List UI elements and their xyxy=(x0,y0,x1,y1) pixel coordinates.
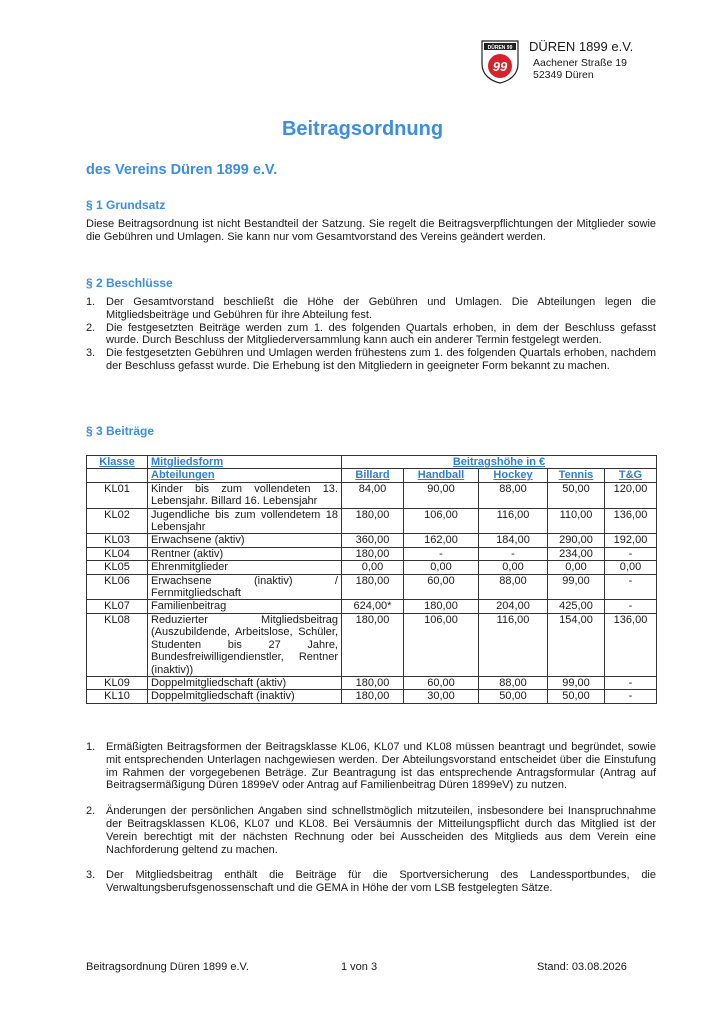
header-billard: Billard xyxy=(342,469,404,482)
cell-value: - xyxy=(479,547,548,560)
header-empty xyxy=(87,469,148,482)
cell-value: - xyxy=(605,547,657,560)
header-abteilungen: Abteilungen xyxy=(148,469,342,482)
section-3-heading: § 3 Beiträge xyxy=(86,424,155,438)
table-row xyxy=(87,676,657,689)
cell-klasse: KL02 xyxy=(87,508,148,534)
cell-value: 30,00 xyxy=(404,690,479,703)
cell-value: 180,00 xyxy=(342,613,404,676)
page-subtitle: des Vereins Düren 1899 e.V. xyxy=(86,162,278,178)
cell-value: 88,00 xyxy=(479,574,548,600)
cell-klasse: KL08 xyxy=(87,613,148,676)
table-row xyxy=(87,482,657,508)
club-city: 52349 Düren xyxy=(533,69,594,81)
cell-value: 180,00 xyxy=(342,574,404,600)
cell-value: 110,00 xyxy=(548,508,605,534)
cell-mitgliedsform: Jugendliche bis zum vollendetem 18 Lebensjahr xyxy=(148,508,342,534)
cell-value: - xyxy=(404,547,479,560)
cell-mitgliedsform: Rentner (aktiv) xyxy=(148,547,342,560)
section-3-notes xyxy=(86,741,656,895)
cell-value: 0,00 xyxy=(548,561,605,574)
page-title: Beitragsordnung xyxy=(281,118,444,140)
list-item: 3. Die festgesetzten Gebühren und Umlagen werden frühestens zum 1. des folgenden Quartals erhoben, nachdem der Beschluss gefasst wurde. Die Erhebung ist den Mitgliedern in geeigneter Form bekannt zu machen. xyxy=(86,347,656,372)
cell-value: - xyxy=(605,574,657,600)
cell-value: 180,00 xyxy=(342,676,404,689)
header-beitragshoehe: Beitragshöhe in € xyxy=(342,456,657,469)
cell-klasse: KL07 xyxy=(87,600,148,613)
header-handball: Handball xyxy=(404,469,479,482)
cell-value: 120,00 xyxy=(605,482,657,508)
cell-mitgliedsform: Doppelmitgliedschaft (aktiv) xyxy=(148,676,342,689)
cell-value: 88,00 xyxy=(479,482,548,508)
list-item: 1. Der Gesamtvorstand beschließt die Höhe der Gebühren und Umlagen. Die Abteilungen legen die Mitgliedsbeiträge und Gebühren für ihre Abteilung fest. xyxy=(86,296,656,321)
table-row xyxy=(87,600,657,613)
cell-value: 180,00 xyxy=(404,600,479,613)
cell-value: 624,00* xyxy=(342,600,404,613)
section-2-heading: § 2 Beschlüsse xyxy=(86,276,173,290)
cell-value: 106,00 xyxy=(404,613,479,676)
cell-mitgliedsform: Doppelmitgliedschaft (inaktiv) xyxy=(148,690,342,703)
cell-value: 116,00 xyxy=(479,613,548,676)
cell-klasse: KL05 xyxy=(87,561,148,574)
cell-mitgliedsform: Erwachsene (inaktiv) / Fernmitgliedschaft xyxy=(148,574,342,600)
cell-value: 234,00 xyxy=(548,547,605,560)
cell-value: 180,00 xyxy=(342,690,404,703)
list-item: 3. Der Mitgliedsbeitrag enthält die Beiträge für die Sportversicherung des Landessportbundes, die Verwaltungsberufsgenossenschaft und die GEMA in Höhe der vom LSB festgelegten Sätze. xyxy=(86,869,656,895)
cell-value: 0,00 xyxy=(342,561,404,574)
cell-value: 50,00 xyxy=(479,690,548,703)
cell-value: 0,00 xyxy=(479,561,548,574)
table-row xyxy=(87,613,657,676)
table-row xyxy=(87,547,657,560)
footer-document-name: Beitragsordnung Düren 1899 e.V. xyxy=(86,961,249,973)
cell-value: 60,00 xyxy=(404,574,479,600)
cell-value: 99,00 xyxy=(548,574,605,600)
cell-value: 180,00 xyxy=(342,508,404,534)
cell-klasse: KL10 xyxy=(87,690,148,703)
cell-value: - xyxy=(605,676,657,689)
cell-value: 50,00 xyxy=(548,690,605,703)
header-tg: T&G xyxy=(605,469,657,482)
list-item: 2. Die festgesetzten Beiträge werden zum 1. des folgenden Quartals erhoben, in dem der Beschluss gefasst wurde. Durch Beschluss der Mitgliederversammlung kann auch ein anderer Termin festgelegt werden. xyxy=(86,321,656,347)
cell-value: 290,00 xyxy=(548,534,605,547)
table-row xyxy=(87,508,657,534)
table-row xyxy=(87,534,657,547)
header-tennis: Tennis xyxy=(548,469,605,482)
cell-value: 0,00 xyxy=(605,561,657,574)
table-row xyxy=(87,690,657,703)
cell-value: 99,00 xyxy=(548,676,605,689)
section-2-list xyxy=(86,296,656,373)
cell-klasse: KL01 xyxy=(87,482,148,508)
cell-value: 136,00 xyxy=(605,508,657,534)
section-1-text: Diese Beitragsordnung ist nicht Bestandteil der Satzung. Sie regelt die Beitragsverpflichtungen der Mitglieder sowie die Gebühren und Umlagen. Sie kann nur vom Gesamtvorstand des Vereins geändert werden. xyxy=(86,218,656,244)
cell-klasse: KL04 xyxy=(87,547,148,560)
header-hockey: Hockey xyxy=(479,469,548,482)
cell-value: 136,00 xyxy=(605,613,657,676)
fee-table xyxy=(86,455,657,704)
club-street: Aachener Straße 19 xyxy=(533,57,627,69)
cell-value: 360,00 xyxy=(342,534,404,547)
cell-value: 192,00 xyxy=(605,534,657,547)
table-row xyxy=(87,574,657,600)
club-logo xyxy=(481,40,519,84)
table-row xyxy=(87,561,657,574)
cell-mitgliedsform: Erwachsene (aktiv) xyxy=(148,534,342,547)
cell-value: 116,00 xyxy=(479,508,548,534)
cell-klasse: KL06 xyxy=(87,574,148,600)
cell-value: 425,00 xyxy=(548,600,605,613)
cell-value: 50,00 xyxy=(548,482,605,508)
footer-date: Stand: 03.08.2026 xyxy=(537,961,627,973)
cell-value: - xyxy=(605,690,657,703)
svg-text:99: 99 xyxy=(492,59,508,74)
list-item: 1. Ermäßigten Beitragsformen der Beitragsklasse KL06, KL07 und KL08 müssen beantragt und begründet, sowie mit entsprechenden Unterlagen nachgewiesen werden. Der Abteilungsvorstand entscheidet über die Einstufung im Rahmen der vorgegebenen Beträge. Zur Beantragung ist das entsprechende Antragsformular (Antrag auf Beitragsermäßigung Düren 1899eV oder Antrag auf Familienbeitrag Düren 1899eV) zu nutzen. xyxy=(86,741,656,792)
cell-value: 204,00 xyxy=(479,600,548,613)
cell-value: 60,00 xyxy=(404,676,479,689)
cell-value: - xyxy=(605,600,657,613)
cell-mitgliedsform: Familienbeitrag xyxy=(148,600,342,613)
footer-page-number: 1 von 3 xyxy=(341,961,378,973)
cell-value: 180,00 xyxy=(342,547,404,560)
cell-value: 88,00 xyxy=(479,676,548,689)
cell-mitgliedsform: Ehrenmitglieder xyxy=(148,561,342,574)
cell-mitgliedsform: Reduzierter Mitgliedsbeitrag (Auszubildende, Arbeitslose, Schüler, Studenten bis 27 Jahre, Bundesfreiwilligendienstler, Rentner (inaktiv)) xyxy=(148,613,342,676)
header-mitgliedsform: Mitgliedsform xyxy=(148,456,342,469)
club-name: DÜREN 1899 e.V. xyxy=(529,39,634,54)
cell-value: 0,00 xyxy=(404,561,479,574)
cell-value: 84,00 xyxy=(342,482,404,508)
header-klasse: Klasse xyxy=(87,456,148,469)
cell-value: 162,00 xyxy=(404,534,479,547)
cell-value: 106,00 xyxy=(404,508,479,534)
cell-value: 154,00 xyxy=(548,613,605,676)
logo-text: DÜREN 99 xyxy=(487,45,513,51)
section-1-heading: § 1 Grundsatz xyxy=(86,198,166,212)
cell-value: 184,00 xyxy=(479,534,548,547)
cell-value: 90,00 xyxy=(404,482,479,508)
cell-mitgliedsform: Kinder bis zum vollendeten 13. Lebensjahr. Billard 16. Lebensjahr xyxy=(148,482,342,508)
cell-klasse: KL03 xyxy=(87,534,148,547)
list-item: 2. Änderungen der persönlichen Angaben sind schnellstmöglich mitzuteilen, insbesondere bei Inanspruchnahme der Beitragsklassen KL06, KL07 und KL08. Bei Versäumnis der Mitteilungspflicht durch das Mitglied ist der Verein berechtigt mit der nächsten Rechnung oder bei Ausscheiden des Mitglieds aus dem Verein eine Nachforderung geltend zu machen. xyxy=(86,805,656,856)
cell-klasse: KL09 xyxy=(87,676,148,689)
